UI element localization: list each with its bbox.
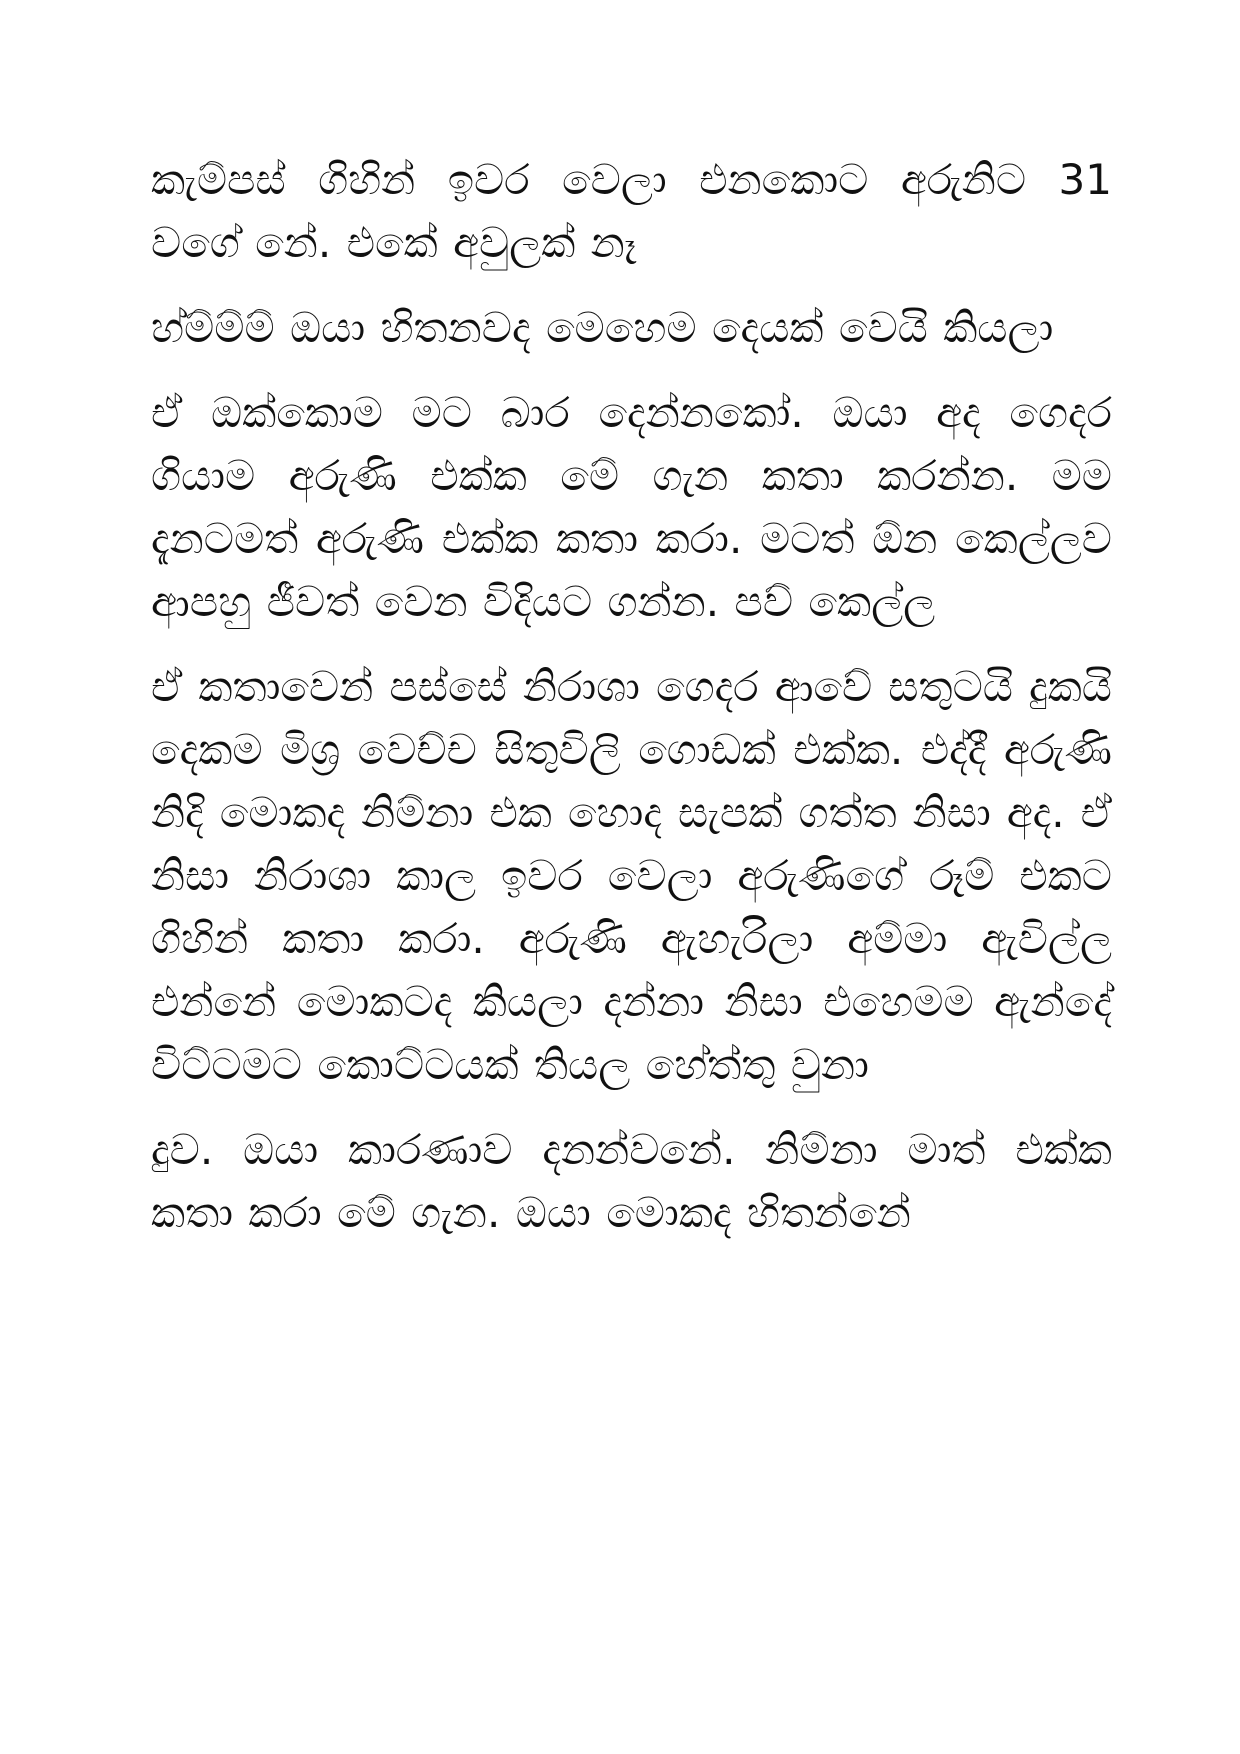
paragraph-1: කැම්පස් ගිහින් ඉවර වෙලා එනකොට අරුනිට 31 වගේ නේ. එකේ අවුලක් නෑ <box>151 155 1112 267</box>
paragraph-3: ඒ ඔක්කොම මට බාර දෙන්නකෝ. ඔයා අද ගෙදර ගියාම අරුණි එක්ක මේ ගැන කතා කරන්න. මම දැනටමත් අරුණි එක්ක කතා කරා. මටත් ඕන කෙල්ලව ආපහු ජීවත් වෙන විදියට ගන්න. පව් කෙල්ල <box>151 388 1112 626</box>
paragraph-2: හ්ම්ම්ම් ඔයා හිතනවද මෙහෙම දෙයක් වෙයි කියලා <box>151 303 1054 352</box>
paragraph-5: දුව. ඔයා කාරණාව දනන්වනේ. නිම්නා මාත් එක්ක කතා කරා මේ ගැන. ඔයා මොකද හිතන්නේ <box>151 1125 1112 1237</box>
paragraph-4: ඒ කතාවෙන් පස්සේ නිරාශා ගෙදර ආවේ සතුටයි දුකයි දෙකම මිශ්‍ර වෙච්ච සිතුවිලි ගොඩක් එක්ක. එද්දී අරුණි නිදි මොකද නිම්නා එක හොද සැපක් ගත්ත නිසා අද. ඒ නිසා නිරාශා කාල ඉවර වෙලා අරුණිගේ රූම් එකට ගිහින් කතා කරා. අරුණි ඇහැරිලා අම්මා ඇවිල්ල එන්නේ මොකටද කියලා දන්නා නිසා එහෙමම ඇන්දේ විට්ටමට කොට්ටයක් තියල හේත්තු වුනා <box>151 662 1112 1089</box>
